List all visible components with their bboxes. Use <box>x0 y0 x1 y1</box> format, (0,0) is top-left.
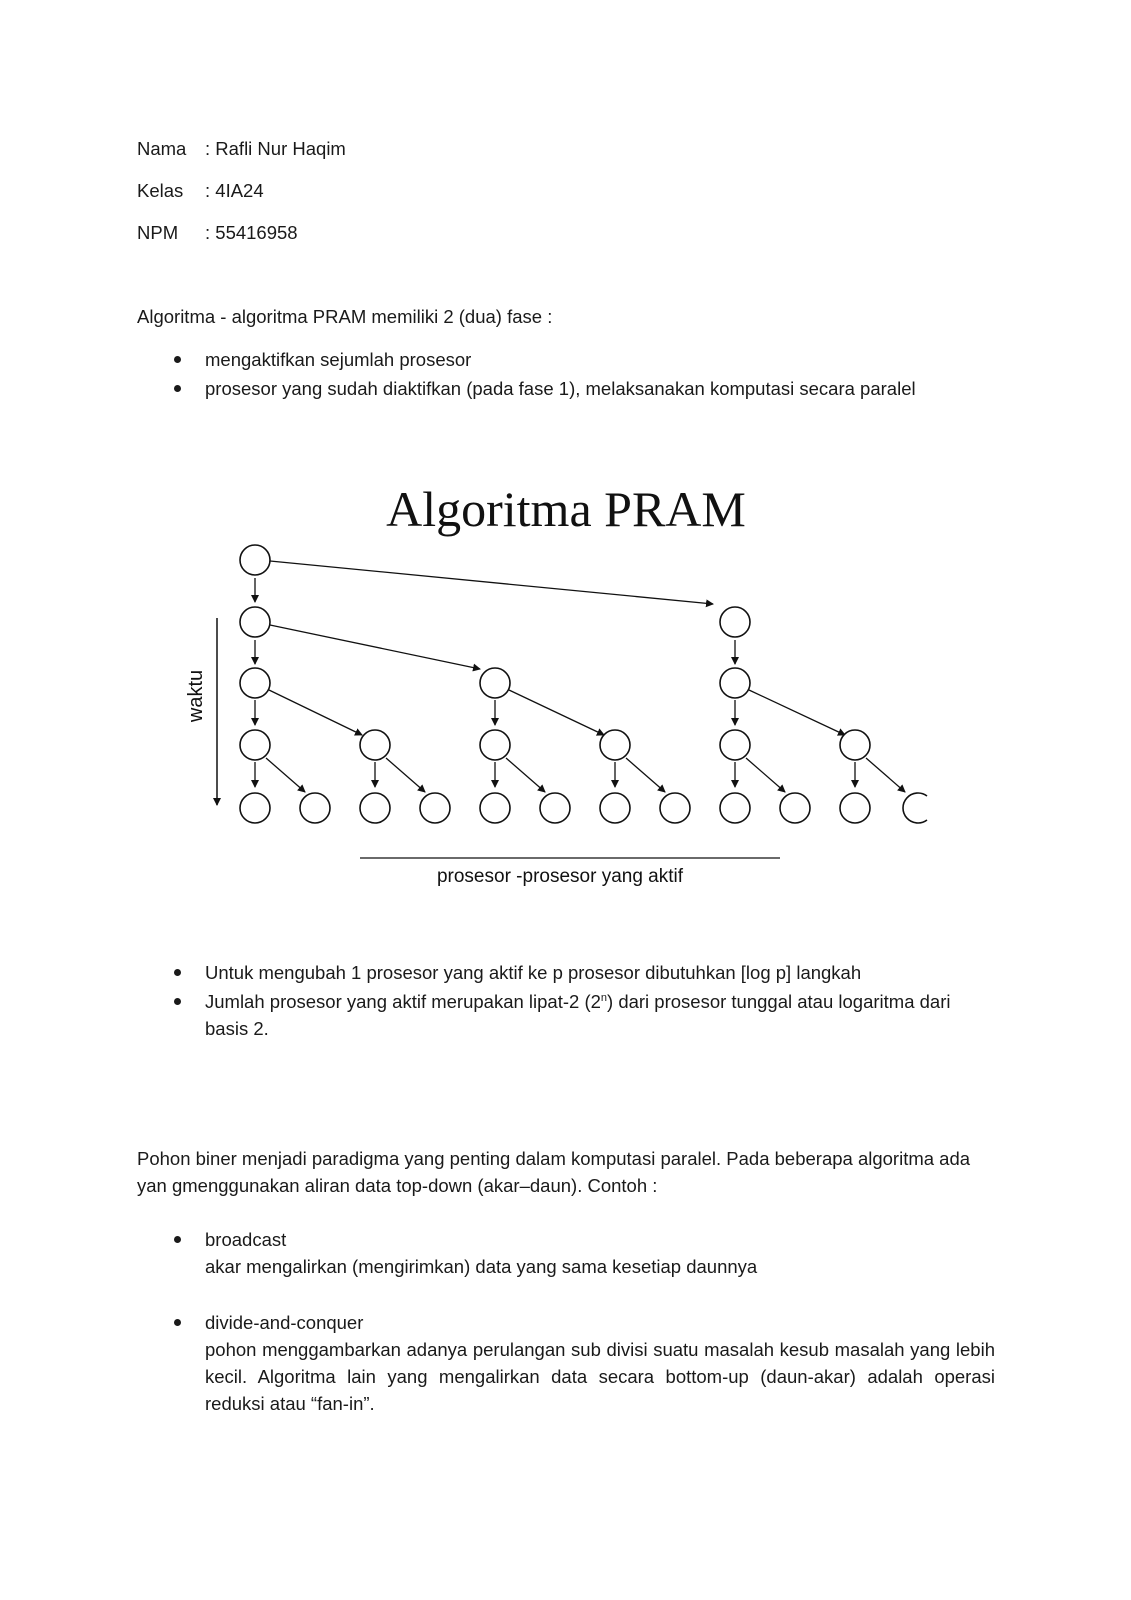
note-item-1: Untuk mengubah 1 prosesor yang aktif ke p prosesor dibutuhkan [log p] langkah <box>205 962 862 983</box>
processor-node <box>480 730 510 760</box>
processor-node <box>720 607 750 637</box>
processor-node <box>720 793 750 823</box>
edge <box>749 690 845 735</box>
class-label: Kelas <box>137 180 184 201</box>
dac-line-2: kecil. Algoritma lain yang mengalirkan data secara bottom-up (daun-akar) adalah operasi <box>205 1366 995 1387</box>
processor-node <box>600 793 630 823</box>
note-item-2-text-end: ) dari prosesor tunggal atau logaritma dari <box>607 991 951 1012</box>
processor-node <box>600 730 630 760</box>
processor-node <box>240 793 270 823</box>
edge <box>270 561 713 604</box>
edge <box>866 758 905 792</box>
processor-node-partial <box>903 793 927 823</box>
bullet-icon <box>174 385 181 392</box>
bullet-icon <box>174 1236 181 1243</box>
processor-node <box>480 668 510 698</box>
note-item-2-line2: basis 2. <box>205 1018 269 1039</box>
broadcast-title: broadcast <box>205 1229 287 1250</box>
bullet-icon <box>174 969 181 976</box>
note-item-2 <box>205 988 995 1042</box>
intro-text: Algoritma - algoritma PRAM memiliki 2 (dua) fase : <box>137 306 553 327</box>
note-item-2-text: Jumlah prosesor yang aktif merupakan lipat-2 (2 <box>205 991 601 1012</box>
processor-node <box>720 668 750 698</box>
edge <box>506 758 545 792</box>
edge <box>509 690 604 735</box>
paragraph-line-2: yan gmenggunakan aliran data top-down (akar–daun). Contoh : <box>137 1175 658 1196</box>
edge <box>746 758 785 792</box>
processor-node <box>300 793 330 823</box>
npm-value: : 55416958 <box>205 222 298 243</box>
example-divide-and-conquer <box>205 1309 995 1417</box>
bullet-icon <box>174 1319 181 1326</box>
processor-node <box>720 730 750 760</box>
processor-node <box>660 793 690 823</box>
note-item-2-superscript: n <box>600 991 608 1004</box>
edge <box>269 690 362 735</box>
processor-node <box>420 793 450 823</box>
edge <box>626 758 665 792</box>
edge <box>270 625 480 669</box>
processor-node <box>540 793 570 823</box>
processor-node <box>360 730 390 760</box>
processor-node <box>240 668 270 698</box>
binary-tree-paragraph <box>137 1145 995 1199</box>
bullet-icon <box>174 356 181 363</box>
dac-line-1: pohon menggambarkan adanya perulangan sub divisi suatu masalah kesub masalah yang lebih <box>205 1339 995 1360</box>
name-value: : Rafli Nur Haqim <box>205 138 346 159</box>
pram-tree-figure <box>0 440 1131 900</box>
paragraph-line-1: Pohon biner menjadi paradigma yang penting dalam komputasi paralel. Pada beberapa algoritma ada <box>137 1148 971 1169</box>
processor-node <box>360 793 390 823</box>
dac-title: divide-and-conquer <box>205 1312 364 1333</box>
example-broadcast <box>205 1226 995 1280</box>
processor-node <box>240 545 270 575</box>
processor-node <box>840 730 870 760</box>
edge <box>266 758 305 792</box>
processor-node <box>240 730 270 760</box>
class-value: : 4IA24 <box>205 180 264 201</box>
phase-item-1: mengaktifkan sejumlah prosesor <box>205 349 472 370</box>
processor-node <box>240 607 270 637</box>
bullet-icon <box>174 998 181 1005</box>
figure-caption: prosesor -prosesor yang aktif <box>436 866 684 887</box>
broadcast-description: akar mengalirkan (mengirimkan) data yang sama kesetiap daunnya <box>205 1256 758 1277</box>
processor-node <box>480 793 510 823</box>
edge <box>386 758 425 792</box>
name-label: Nama <box>137 138 187 159</box>
npm-label: NPM <box>137 222 179 243</box>
phase-item-2: prosesor yang sudah diaktifkan (pada fase 1), melaksanakan komputasi secara paralel <box>205 378 916 399</box>
figure-title: Algoritma PRAM <box>386 481 746 537</box>
dac-line-3: reduksi atau “fan-in”. <box>205 1393 375 1414</box>
time-axis-label: waktu <box>185 669 207 723</box>
processor-node <box>840 793 870 823</box>
processor-node <box>780 793 810 823</box>
